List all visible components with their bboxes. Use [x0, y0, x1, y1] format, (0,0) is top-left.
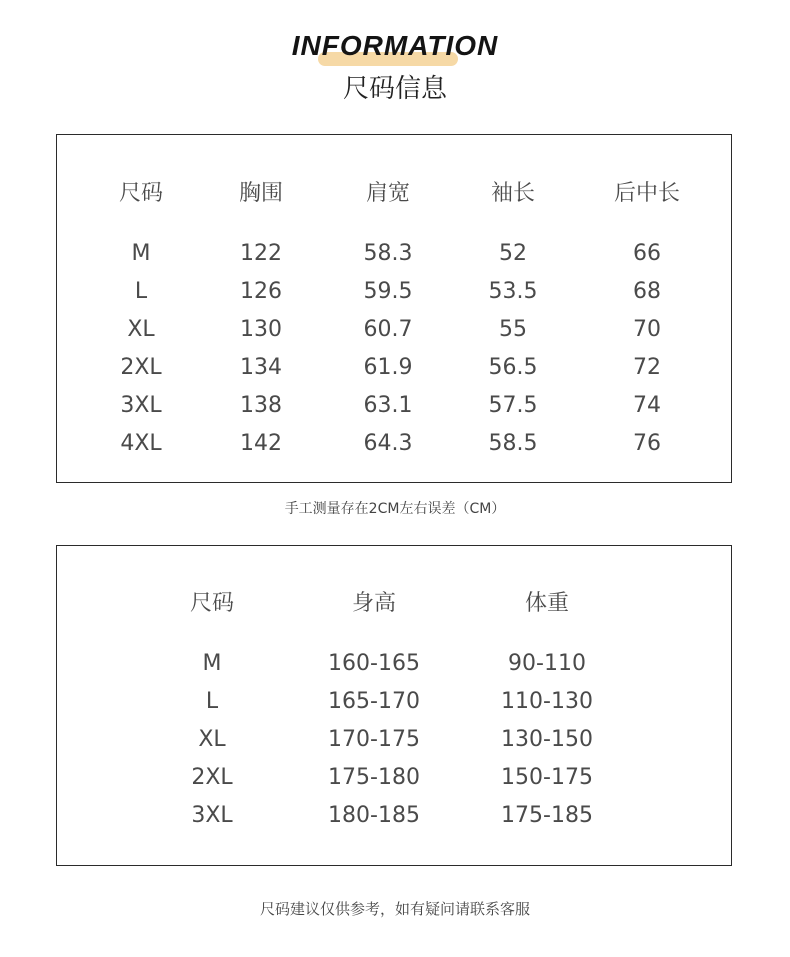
table-cell: 64.3 [363, 431, 413, 456]
table-cell: 56.5 [488, 355, 538, 380]
table-cell: 61.9 [363, 355, 413, 380]
footer-note: 尺码建议仅供参考，如有疑问请联系客服 [259, 900, 530, 918]
table-cell: 4XL [120, 431, 162, 456]
table-cell: 72 [633, 355, 661, 380]
table-cell: 130-150 [501, 727, 593, 752]
table-cell: 180-185 [328, 803, 420, 828]
page-subtitle: 尺码信息 [342, 74, 447, 104]
table-cell: 57.5 [488, 393, 538, 418]
table-cell: 160-165 [328, 651, 420, 676]
table-cell: XL [198, 727, 226, 752]
table-cell: 130 [240, 317, 282, 342]
table-cell: 52 [499, 241, 527, 266]
size-measurement-table [56, 134, 732, 483]
column-header: 尺码 [189, 591, 234, 616]
column-header: 胸围 [238, 181, 283, 206]
table-cell: 58.3 [363, 241, 413, 266]
page-title: INFORMATION [291, 30, 499, 61]
table-cell: L [205, 689, 219, 714]
table-cell: 175-180 [328, 765, 420, 790]
table-cell: L [134, 279, 148, 304]
table-cell: 2XL [191, 765, 233, 790]
table-cell: 68 [633, 279, 661, 304]
table-cell: XL [127, 317, 155, 342]
table-cell: 170-175 [328, 727, 420, 752]
table-cell: 175-185 [501, 803, 593, 828]
column-header: 袖长 [490, 181, 535, 206]
table-cell: 58.5 [488, 431, 538, 456]
table-cell: 122 [240, 241, 282, 266]
table-cell: 165-170 [328, 689, 420, 714]
table-cell: 76 [633, 431, 661, 456]
column-header: 身高 [351, 591, 396, 616]
table-cell: 55 [499, 317, 527, 342]
table-cell: 110-130 [501, 689, 593, 714]
table-cell: 150-175 [501, 765, 593, 790]
table-cell: 74 [633, 393, 661, 418]
table-cell: 53.5 [488, 279, 538, 304]
page-header [0, 30, 790, 110]
column-header: 肩宽 [365, 181, 410, 206]
column-header: 尺码 [118, 181, 163, 206]
size-recommendation-table [56, 545, 732, 866]
table-cell: 59.5 [363, 279, 413, 304]
column-header: 后中长 [613, 181, 680, 206]
table-cell: 2XL [120, 355, 162, 380]
table-cell: 60.7 [363, 317, 413, 342]
table-cell: M [202, 651, 222, 676]
table-cell: 134 [240, 355, 282, 380]
table-cell: 70 [633, 317, 661, 342]
table-cell: 3XL [191, 803, 233, 828]
table-cell: 3XL [120, 393, 162, 418]
table-cell: 63.1 [363, 393, 413, 418]
measurement-error-note: 手工测量存在2CM左右误差（CM） [284, 501, 506, 517]
table-cell: 66 [633, 241, 661, 266]
table-cell: 138 [240, 393, 282, 418]
table-cell: 126 [240, 279, 282, 304]
table-cell: 90-110 [508, 651, 586, 676]
table-cell: M [131, 241, 151, 266]
table-cell: 142 [240, 431, 282, 456]
column-header: 体重 [524, 591, 569, 616]
